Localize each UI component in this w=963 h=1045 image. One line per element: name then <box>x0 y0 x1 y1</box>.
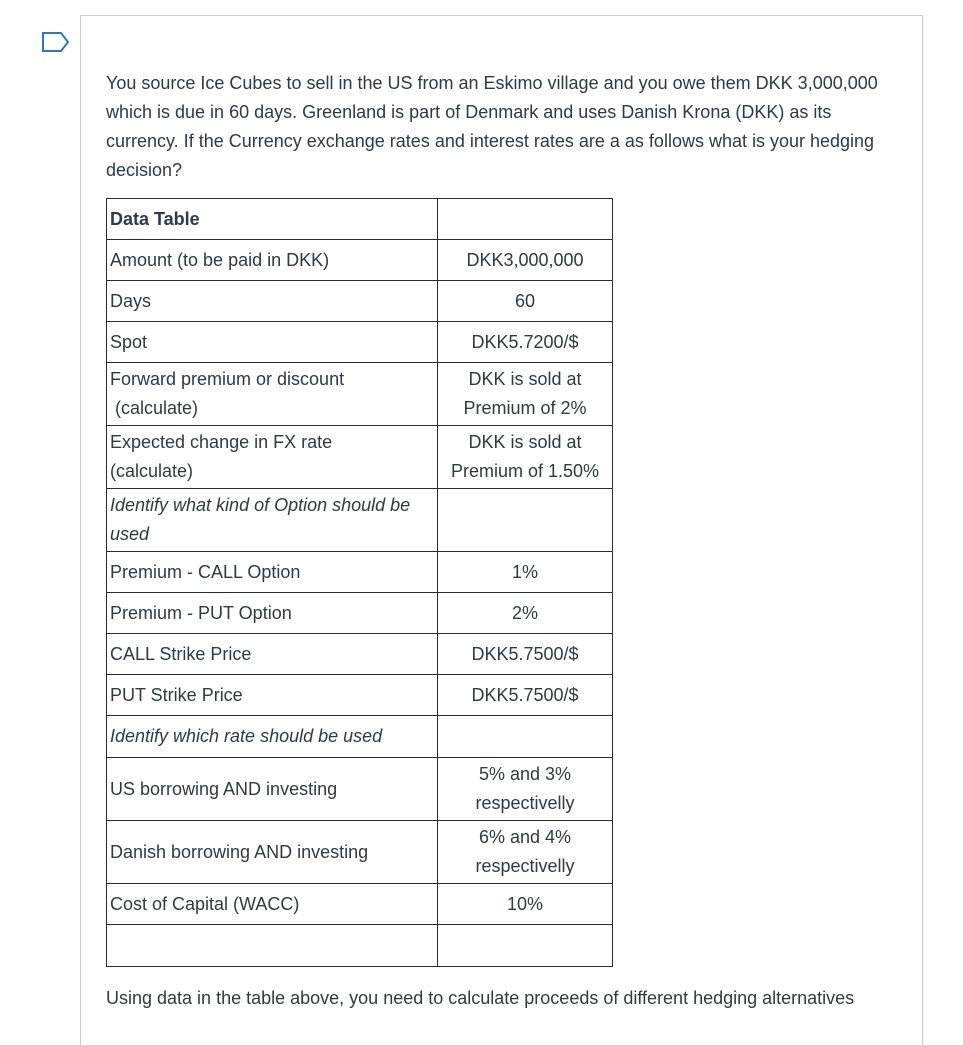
row-label-line: (calculate) <box>110 461 194 481</box>
row-value: 2% <box>438 593 613 634</box>
row-label-line: Identify what kind of Option should be <box>110 495 411 515</box>
row-value-line: Premium of 1.50% <box>450 461 600 481</box>
row-label: Premium - CALL Option <box>107 552 438 593</box>
row-value <box>438 821 613 884</box>
row-value-line: 6% and 4% <box>478 827 572 847</box>
table-row <box>107 240 613 281</box>
row-label <box>107 426 438 489</box>
table-row <box>107 821 613 884</box>
row-label-line: Forward premium or discount <box>110 369 345 389</box>
row-label: Amount (to be paid in DKK) <box>107 240 438 281</box>
row-label: PUT Strike Price <box>107 675 438 716</box>
row-value: DKK3,000,000 <box>438 240 613 281</box>
row-value <box>438 716 613 758</box>
bookmark-flag-icon[interactable] <box>41 31 71 53</box>
row-label <box>107 489 438 552</box>
question-text: You source Ice Cubes to sell in the US from an Eskimo village and you owe them DKK 3,000,000 which is due in 60 days. Greenland is part of Denmark and uses Danish Krona (DKK) as its currency. If the Currency exchange rates and interest rates are a as follows what is your hedging decision? <box>106 73 878 180</box>
row-value: DKK5.7500/$ <box>438 634 613 675</box>
row-label: CALL Strike Price <box>107 634 438 675</box>
row-value: 10% <box>438 884 613 925</box>
row-label: Premium - PUT Option <box>107 593 438 634</box>
row-value-line: DKK is sold at <box>468 369 582 389</box>
row-label: Spot <box>107 322 438 363</box>
table-header-empty-cell <box>438 199 613 240</box>
table-row <box>107 363 613 426</box>
table-row <box>107 552 613 593</box>
table-row <box>107 489 613 552</box>
table-header-row <box>107 199 613 240</box>
row-value: DKK5.7200/$ <box>438 322 613 363</box>
row-label-line: (calculate) <box>110 398 199 418</box>
row-label: US borrowing AND investing <box>107 758 438 821</box>
row-label <box>107 925 438 967</box>
row-value-line: DKK is sold at <box>468 432 582 452</box>
table-row <box>107 426 613 489</box>
data-table <box>106 198 613 967</box>
table-row <box>107 634 613 675</box>
row-value-line: Premium of 2% <box>463 398 587 418</box>
table-row <box>107 322 613 363</box>
table-header-cell: Data Table <box>107 199 438 240</box>
row-value: DKK5.7500/$ <box>438 675 613 716</box>
row-label-line: used <box>110 524 150 544</box>
row-label: Cost of Capital (WACC) <box>107 884 438 925</box>
table-row <box>107 884 613 925</box>
instructions-text: Using data in the table above, you need to calculate proceeds of different hedging alternatives <box>106 988 855 1008</box>
row-value-line: 5% and 3% <box>478 764 572 784</box>
row-label <box>107 363 438 426</box>
row-value <box>438 363 613 426</box>
row-value <box>438 758 613 821</box>
row-value <box>438 426 613 489</box>
row-label-line: Expected change in FX rate <box>110 432 333 452</box>
table-row <box>107 758 613 821</box>
table-row <box>107 593 613 634</box>
row-value-line: respectivelly <box>475 793 575 813</box>
table-row <box>107 281 613 322</box>
row-value-line: respectivelly <box>475 856 575 876</box>
row-value: 60 <box>438 281 613 322</box>
table-row <box>107 925 613 967</box>
table-row <box>107 716 613 758</box>
row-label: Danish borrowing AND investing <box>107 821 438 884</box>
table-row <box>107 675 613 716</box>
row-value: 1% <box>438 552 613 593</box>
row-label: Days <box>107 281 438 322</box>
row-value <box>438 489 613 552</box>
row-label: Identify which rate should be used <box>107 716 438 758</box>
row-value <box>438 925 613 967</box>
